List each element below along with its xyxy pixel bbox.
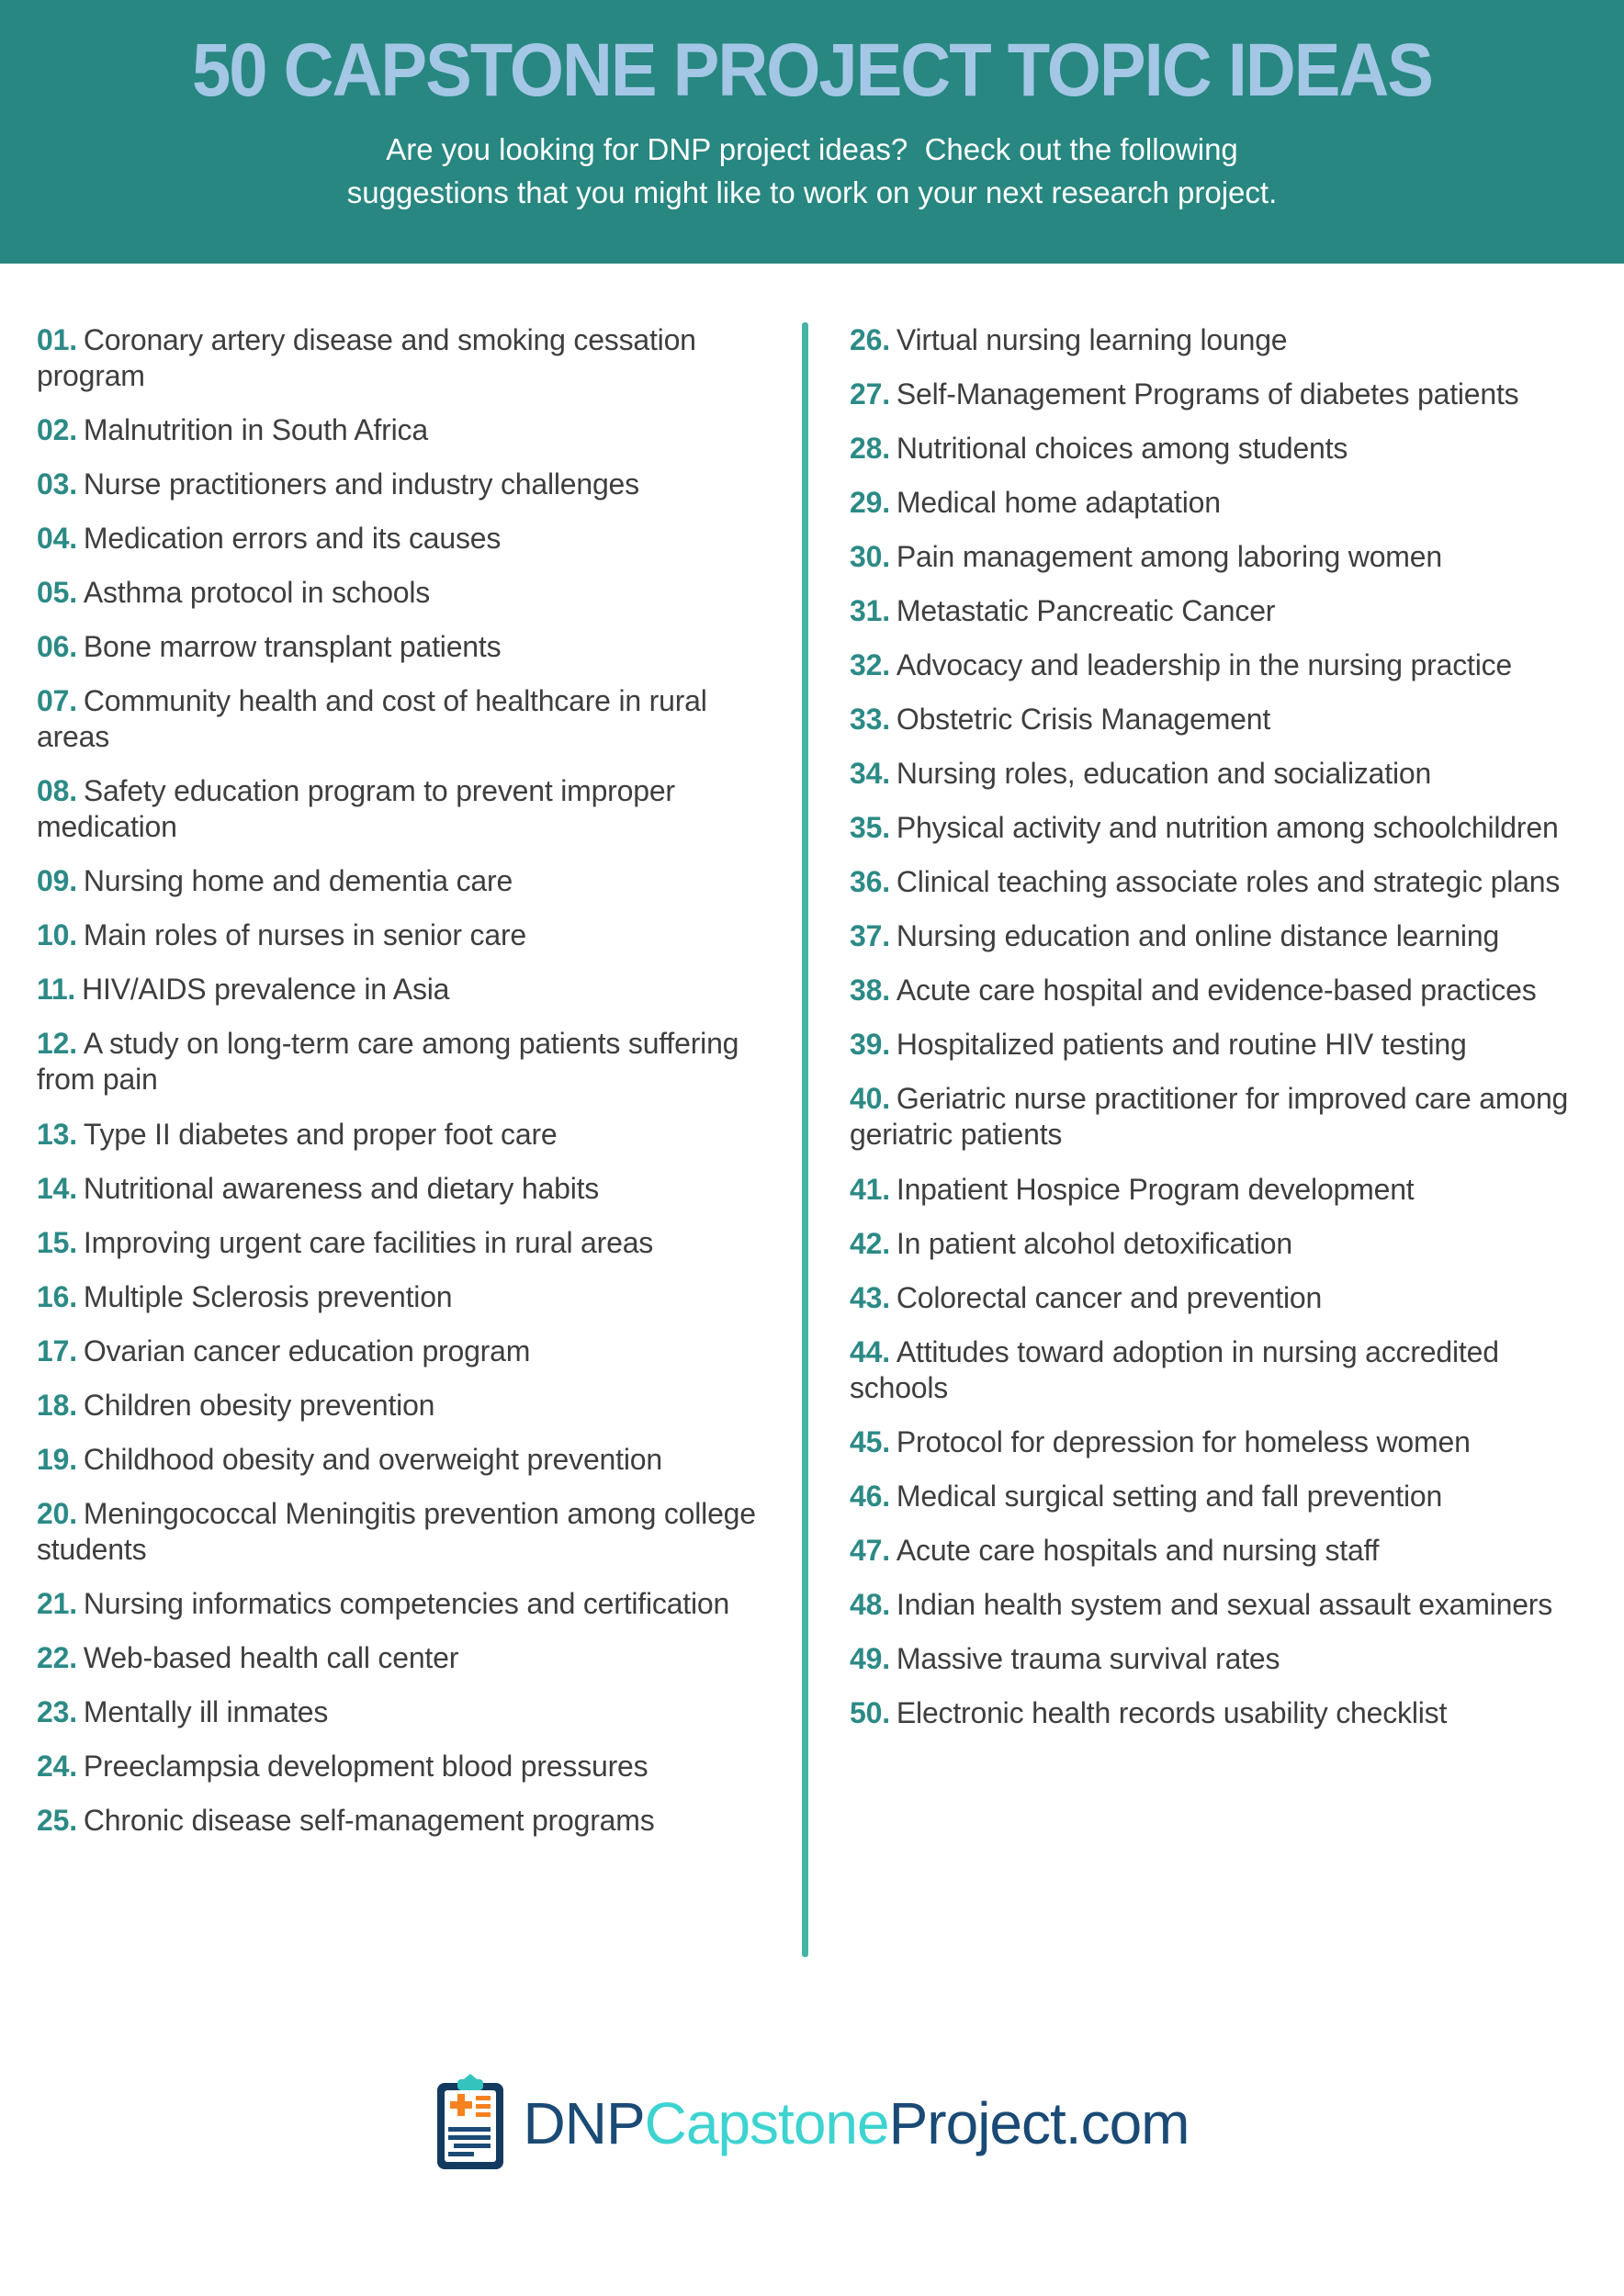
list-item — [850, 1641, 1585, 1677]
item-number: 30. — [850, 540, 890, 574]
item-number: 35. — [850, 811, 890, 845]
item-number: 23. — [37, 1694, 77, 1728]
list-item — [850, 1695, 1585, 1731]
list-item — [37, 575, 772, 611]
item-number: 18. — [37, 1388, 77, 1422]
list-item — [850, 918, 1585, 954]
list-item — [850, 756, 1585, 792]
item-text: Inpatient Hospice Program development — [896, 1172, 1415, 1206]
item-text: Mentally ill inmates — [83, 1694, 329, 1728]
list-item — [850, 539, 1585, 575]
list-item — [850, 1027, 1585, 1063]
item-text: Self-Management Programs of diabetes patients — [896, 377, 1519, 411]
item-number: 01. — [37, 323, 77, 356]
item-text: Clinical teaching associate roles and strategic plans — [896, 865, 1561, 899]
item-text: Chronic disease self-management programs — [83, 1803, 655, 1837]
item-text: Physical activity and nutrition among schoolchildren — [896, 811, 1559, 845]
list-item — [37, 1442, 772, 1478]
item-number: 33. — [850, 703, 890, 737]
item-text: Nursing education and online distance learning — [896, 919, 1500, 953]
item-number: 19. — [37, 1442, 77, 1476]
page-subtitle — [0, 129, 1624, 215]
item-number: 50. — [850, 1695, 890, 1729]
site-name-dnp: DNP — [523, 2090, 645, 2156]
topic-column-left — [37, 322, 772, 1857]
footer-logo — [0, 2074, 1624, 2173]
subtitle-line-1: Are you looking for DNP project ideas? Check out the following — [386, 131, 1238, 166]
item-text: Nurse practitioners and industry challenges — [83, 467, 639, 501]
item-number: 07. — [37, 684, 77, 718]
item-number: 21. — [37, 1586, 77, 1620]
item-text: Virtual nursing learning lounge — [896, 323, 1288, 356]
list-item — [850, 810, 1585, 846]
list-item — [850, 1479, 1585, 1514]
item-text: Coronary artery disease and smoking cessation program — [37, 323, 696, 393]
item-text: In patient alcohol detoxification — [896, 1226, 1292, 1260]
item-number: 22. — [37, 1640, 77, 1674]
item-text: Asthma protocol in schools — [83, 576, 431, 610]
page-title-text: 50 CAPSTONE PROJECT TOPIC IDEAS — [192, 28, 1432, 113]
list-item — [850, 1587, 1585, 1623]
subtitle-line-2: suggestions that you might like to work on your next research project. — [346, 174, 1278, 209]
page-title — [0, 28, 1624, 113]
column-divider — [802, 322, 808, 1957]
item-number: 12. — [37, 1027, 77, 1061]
list-item — [850, 1280, 1585, 1316]
list-item — [850, 647, 1585, 683]
item-number: 11. — [37, 973, 76, 1007]
item-text: HIV/AIDS prevalence in Asia — [82, 973, 450, 1007]
list-item — [37, 1749, 772, 1784]
item-text: Medical surgical setting and fall prevention — [896, 1479, 1443, 1513]
item-number: 24. — [37, 1749, 77, 1783]
list-item — [37, 521, 772, 557]
item-number: 16. — [37, 1279, 77, 1313]
list-item — [37, 1334, 772, 1369]
item-number: 44. — [850, 1334, 890, 1368]
list-item — [37, 1171, 772, 1207]
item-text: Colorectal cancer and prevention — [896, 1280, 1323, 1314]
list-item — [850, 593, 1585, 629]
item-number: 39. — [850, 1028, 890, 1062]
list-item — [850, 322, 1585, 358]
item-text: Acute care hospital and evidence-based practices — [896, 974, 1537, 1007]
item-text: Medication errors and its causes — [83, 522, 502, 556]
clipboard-medical-icon — [435, 2074, 509, 2173]
item-text: Pain management among laboring women — [896, 540, 1442, 574]
list-item — [850, 377, 1585, 412]
list-item — [37, 1803, 772, 1839]
item-text: Indian health system and sexual assault examiners — [896, 1587, 1553, 1621]
item-number: 09. — [37, 864, 77, 898]
item-text: Obstetric Crisis Management — [896, 703, 1271, 737]
item-text: Type II diabetes and proper foot care — [83, 1117, 558, 1151]
item-number: 48. — [850, 1587, 890, 1621]
item-text: Multiple Sclerosis prevention — [83, 1279, 453, 1313]
list-item — [37, 972, 772, 1007]
item-text: Attitudes toward adoption in nursing accredited schools — [850, 1334, 1499, 1404]
item-text: Community health and cost of healthcare in rural areas — [37, 684, 707, 754]
item-number: 08. — [37, 774, 77, 808]
list-item — [850, 1172, 1585, 1208]
item-text: Meningococcal Meningitis prevention among college students — [37, 1496, 756, 1566]
item-number: 34. — [850, 757, 890, 791]
item-number: 38. — [850, 974, 890, 1007]
list-item — [37, 322, 772, 394]
list-item — [37, 1586, 772, 1622]
item-text: Advocacy and leadership in the nursing practice — [896, 648, 1513, 682]
list-item — [37, 773, 772, 845]
topic-list-area — [0, 264, 1624, 1957]
site-name — [524, 2089, 1190, 2157]
list-item — [37, 1388, 772, 1424]
item-number: 29. — [850, 486, 890, 520]
item-number: 43. — [850, 1280, 890, 1314]
item-text: Nursing home and dementia care — [83, 864, 513, 898]
item-number: 14. — [37, 1171, 77, 1205]
item-number: 17. — [37, 1334, 77, 1367]
item-text: Safety education program to prevent improper medication — [37, 774, 675, 844]
item-number: 26. — [850, 323, 890, 356]
item-text: Improving urgent care facilities in rural areas — [83, 1225, 654, 1259]
topic-column-right — [850, 322, 1585, 1750]
site-name-project-com: Project.com — [888, 2090, 1190, 2156]
list-item — [37, 629, 772, 665]
item-number: 06. — [37, 630, 77, 664]
list-item — [850, 1533, 1585, 1569]
item-text: Massive trauma survival rates — [896, 1641, 1280, 1675]
list-item — [37, 1496, 772, 1568]
list-item — [37, 917, 772, 953]
item-text: Nutritional choices among students — [896, 432, 1348, 466]
list-item — [37, 412, 772, 448]
item-text: Children obesity prevention — [83, 1388, 435, 1422]
item-text: Geriatric nurse practitioner for improved care among geriatric patients — [850, 1082, 1569, 1152]
site-name-capstone: Capstone — [644, 2090, 889, 2156]
item-text: Main roles of nurses in senior care — [83, 918, 527, 952]
item-text: Bone marrow transplant patients — [83, 630, 502, 664]
item-text: Nursing informatics competencies and certification — [83, 1586, 730, 1620]
list-item — [37, 467, 772, 502]
item-text: Web-based health call center — [83, 1640, 459, 1674]
item-number: 28. — [850, 432, 890, 466]
list-item — [850, 864, 1585, 900]
item-number: 45. — [850, 1424, 890, 1458]
item-number: 46. — [850, 1479, 890, 1513]
item-number: 41. — [850, 1172, 890, 1206]
list-item — [37, 683, 772, 755]
item-text: Nutritional awareness and dietary habits — [83, 1171, 600, 1205]
item-text: Preeclampsia development blood pressures — [83, 1749, 648, 1783]
list-item — [850, 1334, 1585, 1406]
item-number: 02. — [37, 413, 77, 447]
list-item — [850, 1424, 1585, 1460]
item-number: 42. — [850, 1226, 890, 1260]
list-item — [850, 1226, 1585, 1262]
header-band — [0, 0, 1624, 264]
item-number: 36. — [850, 865, 890, 899]
item-text: Acute care hospitals and nursing staff — [896, 1533, 1380, 1567]
list-item — [37, 863, 772, 899]
list-item — [37, 1026, 772, 1097]
item-number: 05. — [37, 576, 77, 610]
list-item — [850, 702, 1585, 737]
item-number: 03. — [37, 467, 77, 501]
item-number: 25. — [37, 1803, 77, 1837]
item-text: Medical home adaptation — [896, 486, 1221, 520]
item-text: Malnutrition in South Africa — [83, 413, 428, 447]
item-text: Electronic health records usability checklist — [896, 1695, 1448, 1729]
item-number: 47. — [850, 1533, 890, 1567]
list-item — [37, 1694, 772, 1730]
list-item — [37, 1279, 772, 1315]
list-item — [37, 1225, 772, 1261]
item-number: 49. — [850, 1641, 890, 1675]
item-text: Childhood obesity and overweight prevention — [83, 1442, 662, 1476]
item-number: 31. — [850, 594, 890, 628]
list-item — [850, 485, 1585, 521]
item-number: 37. — [850, 919, 890, 953]
item-number: 32. — [850, 648, 890, 682]
item-text: Metastatic Pancreatic Cancer — [896, 594, 1276, 628]
item-number: 04. — [37, 522, 77, 556]
item-text: Protocol for depression for homeless women — [896, 1424, 1471, 1458]
item-text: Nursing roles, education and socialization — [896, 757, 1432, 791]
item-text: Hospitalized patients and routine HIV testing — [896, 1028, 1467, 1062]
list-item — [850, 1081, 1585, 1153]
item-text: Ovarian cancer education program — [83, 1334, 531, 1367]
list-item — [37, 1640, 772, 1676]
list-item — [850, 973, 1585, 1008]
list-item — [850, 431, 1585, 467]
item-number: 27. — [850, 377, 890, 411]
item-number: 10. — [37, 918, 77, 952]
item-text: A study on long-term care among patients suffering from pain — [37, 1027, 739, 1097]
item-number: 20. — [37, 1496, 77, 1530]
item-number: 40. — [850, 1082, 890, 1116]
item-number: 15. — [37, 1225, 77, 1259]
list-item — [37, 1117, 772, 1153]
item-number: 13. — [37, 1117, 77, 1151]
